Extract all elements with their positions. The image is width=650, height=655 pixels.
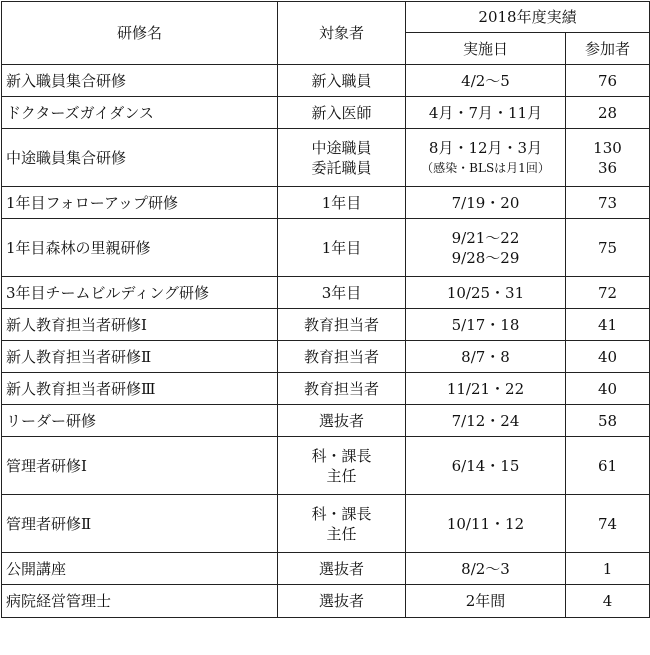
cell-date-line: 7/12・24 xyxy=(451,411,520,430)
cell-target xyxy=(278,277,406,309)
cell-participants-line: 40 xyxy=(597,379,618,398)
table-row xyxy=(2,553,650,585)
header-participants: 参加者 xyxy=(566,33,650,65)
cell-date xyxy=(406,277,566,309)
cell-target-line: 1年目 xyxy=(321,238,362,257)
table-row xyxy=(2,309,650,341)
cell-training-name: 1年目フォローアップ研修 xyxy=(2,187,278,219)
cell-date-line: 11/21・22 xyxy=(446,379,525,398)
cell-target-line: 教育担当者 xyxy=(303,315,379,334)
cell-date xyxy=(406,405,566,437)
table-row xyxy=(2,437,650,495)
cell-target-line: 選抜者 xyxy=(318,592,364,610)
cell-target xyxy=(278,129,406,187)
cell-date-line: 5/17・18 xyxy=(451,315,520,334)
cell-target-line: 1年目 xyxy=(321,193,362,212)
cell-training-name: 新人教育担当者研修Ⅰ xyxy=(2,309,278,341)
cell-training-name: 新人教育担当者研修Ⅲ xyxy=(2,373,278,405)
cell-date-line: （感染・BLSは月1回） xyxy=(421,160,550,175)
cell-participants xyxy=(566,309,650,341)
cell-date xyxy=(406,495,566,553)
cell-training-name: 管理者研修Ⅱ xyxy=(2,495,278,553)
cell-target-line: 新入職員 xyxy=(311,71,372,90)
table-row xyxy=(2,373,650,405)
cell-target-line: 委託職員 xyxy=(311,158,372,177)
cell-participants-line: 75 xyxy=(597,238,618,257)
table-row xyxy=(2,341,650,373)
cell-date xyxy=(406,553,566,585)
cell-target-line: 科・課長 xyxy=(311,504,372,523)
cell-target xyxy=(278,341,406,373)
cell-participants xyxy=(566,373,650,405)
cell-target xyxy=(278,187,406,219)
cell-date-line: 4/2～5 xyxy=(461,71,510,90)
cell-target-line: 選抜者 xyxy=(318,411,364,430)
cell-target xyxy=(278,97,406,129)
cell-date xyxy=(406,341,566,373)
cell-target-line: 選抜者 xyxy=(318,559,364,578)
table-row xyxy=(2,405,650,437)
cell-participants-line: 58 xyxy=(597,411,618,430)
cell-target-line: 科・課長 xyxy=(311,446,372,465)
cell-date-line: 8/2～3 xyxy=(461,559,510,578)
table-row xyxy=(2,277,650,309)
cell-participants xyxy=(566,97,650,129)
cell-date xyxy=(406,129,566,187)
cell-date-line: 10/11・12 xyxy=(446,514,525,533)
cell-training-name: 中途職員集合研修 xyxy=(2,129,278,187)
cell-participants-line: 36 xyxy=(597,158,618,177)
cell-training-name: 管理者研修Ⅰ xyxy=(2,437,278,495)
cell-target-line: 教育担当者 xyxy=(303,379,379,398)
cell-date-line: 2年間 xyxy=(465,592,506,610)
table-row xyxy=(2,65,650,97)
cell-target-line: 主任 xyxy=(326,466,357,485)
cell-target-line: 3年目 xyxy=(321,283,362,302)
cell-target-line: 中途職員 xyxy=(311,138,372,157)
cell-participants-line: 74 xyxy=(597,514,618,533)
cell-participants xyxy=(566,219,650,277)
cell-participants xyxy=(566,405,650,437)
cell-participants xyxy=(566,553,650,585)
cell-date-line: 8月・12月・3月 xyxy=(428,138,543,157)
cell-date xyxy=(406,219,566,277)
cell-participants-line: 40 xyxy=(597,347,618,366)
cell-target-line: 主任 xyxy=(326,524,357,543)
cell-participants xyxy=(566,341,650,373)
cell-target xyxy=(278,405,406,437)
cell-target xyxy=(278,495,406,553)
cell-date-line: 10/25・31 xyxy=(446,283,525,302)
cell-date xyxy=(406,585,566,618)
cell-date xyxy=(406,373,566,405)
cell-date-line: 7/19・20 xyxy=(451,193,520,212)
cell-training-name: 3年目チームビルディング研修 xyxy=(2,277,278,309)
cell-participants xyxy=(566,495,650,553)
table-row xyxy=(2,219,650,277)
cell-target xyxy=(278,309,406,341)
table-row xyxy=(2,97,650,129)
cell-training-name: 新入職員集合研修 xyxy=(2,65,278,97)
cell-target-line: 新入医師 xyxy=(311,103,372,122)
cell-participants xyxy=(566,585,650,618)
cell-participants xyxy=(566,129,650,187)
cell-participants-line: 73 xyxy=(597,193,618,212)
cell-training-name: リーダー研修 xyxy=(2,405,278,437)
cell-participants-line: 41 xyxy=(597,315,618,334)
cell-training-name: 新人教育担当者研修Ⅱ xyxy=(2,341,278,373)
header-date: 実施日 xyxy=(406,33,566,65)
cell-participants-line: 76 xyxy=(597,71,618,90)
training-table xyxy=(1,1,650,618)
cell-participants xyxy=(566,277,650,309)
cell-participants xyxy=(566,187,650,219)
cell-target xyxy=(278,373,406,405)
cell-target xyxy=(278,219,406,277)
cell-participants-line: 130 xyxy=(593,138,622,157)
cell-training-name: 1年目森林の里親研修 xyxy=(2,219,278,277)
cell-date xyxy=(406,97,566,129)
table-row xyxy=(2,585,650,618)
cell-date xyxy=(406,187,566,219)
header-target: 対象者 xyxy=(278,2,406,65)
cell-date-line: 9/28～29 xyxy=(451,248,520,267)
table-row xyxy=(2,495,650,553)
cell-date-line: 8/7・8 xyxy=(461,347,510,366)
cell-target xyxy=(278,553,406,585)
cell-training-name: 病院経営管理士 xyxy=(2,585,278,618)
cell-target-line: 教育担当者 xyxy=(303,347,379,366)
cell-target xyxy=(278,65,406,97)
header-results-2018: 2018年度実績 xyxy=(406,2,650,33)
cell-training-name: 公開講座 xyxy=(2,553,278,585)
cell-participants xyxy=(566,65,650,97)
cell-date-line: 6/14・15 xyxy=(451,456,520,475)
table-row xyxy=(2,187,650,219)
cell-date xyxy=(406,65,566,97)
cell-participants-line: 61 xyxy=(597,456,618,475)
cell-training-name: ドクターズガイダンス xyxy=(2,97,278,129)
header-training-name: 研修名 xyxy=(2,2,278,65)
cell-target xyxy=(278,437,406,495)
cell-participants-line: 72 xyxy=(597,283,618,302)
cell-participants-line: 4 xyxy=(602,592,613,610)
cell-participants-line: 1 xyxy=(602,559,613,578)
cell-date-line: 9/21～22 xyxy=(451,228,520,247)
cell-target xyxy=(278,585,406,618)
cell-participants-line: 28 xyxy=(597,103,618,122)
cell-date xyxy=(406,309,566,341)
cell-date xyxy=(406,437,566,495)
cell-date-line: 4月・7月・11月 xyxy=(428,103,543,122)
table-row xyxy=(2,129,650,187)
cell-participants xyxy=(566,437,650,495)
